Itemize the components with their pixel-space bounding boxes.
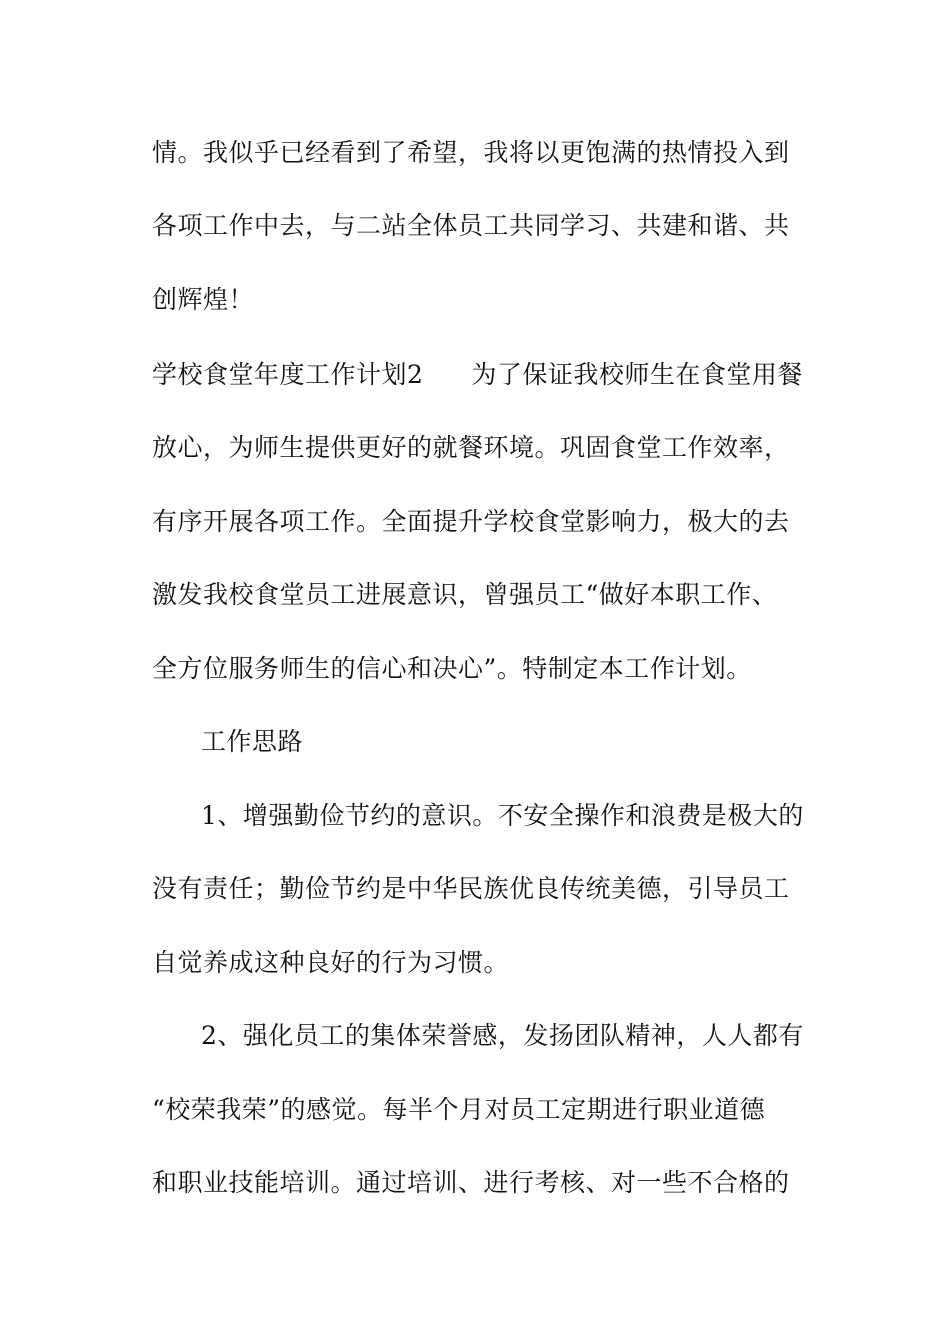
paragraph-line: 放心，为师生提供更好的就餐环境。巩固食堂工作效率，	[152, 433, 790, 462]
section-title: 学校食堂年度工作计划2	[152, 360, 424, 389]
paragraph-line: 1、增强勤俭节约的意识。不安全操作和浪费是极大的	[201, 801, 804, 830]
subheading: 工作思路	[201, 727, 304, 756]
paragraph-line: 各项工作中去，与二站全体员工共同学习、共建和谐、共	[152, 211, 790, 240]
paragraph-line: 有序开展各项工作。全面提升学校食堂影响力，极大的去	[152, 507, 790, 536]
paragraph-line: 没有责任；勤俭节约是中华民族优良传统美德，引导员工	[152, 874, 790, 903]
paragraph-line: 情。我似乎已经看到了希望，我将以更饱满的热情投入到	[152, 138, 790, 167]
paragraph-line: 2、强化员工的集体荣誉感，发扬团队精神，人人都有	[201, 1021, 804, 1050]
paragraph-line: 激发我校食堂员工进展意识，曾强员工“做好本职工作、	[152, 580, 778, 609]
paragraph-line: 自觉养成这种良好的行为习惯。	[152, 948, 510, 977]
paragraph-line: 和职业技能培训。通过培训、进行考核、对一些不合格的	[152, 1168, 790, 1197]
section-first-text: 为了保证我校师生在食堂用餐	[471, 360, 803, 389]
paragraph-line: 全方位服务师生的信心和决心”。特制定本工作计划。	[152, 654, 752, 683]
paragraph-line: “校荣我荣”的感觉。每半个月对员工定期进行职业道德	[152, 1095, 766, 1124]
section-heading-line	[152, 359, 803, 391]
paragraph-line: 创辉煌！	[152, 285, 255, 314]
